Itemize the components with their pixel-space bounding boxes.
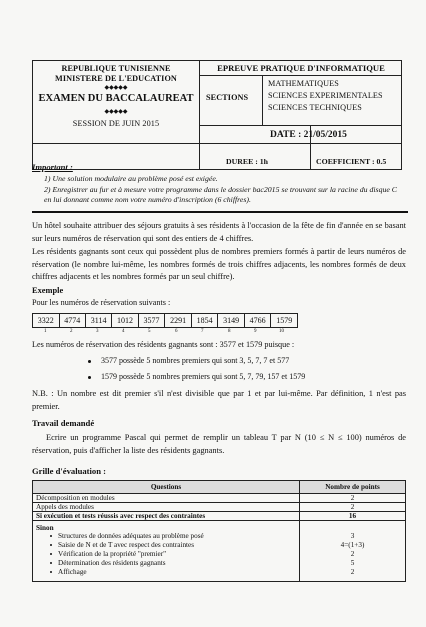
ministry: MINISTERE DE L'EDUCATION (55, 74, 177, 83)
grid-points: 16 (300, 512, 406, 521)
work-text: Ecrire un programme Pascal qui permet de remplir un tableau T par N (10 ≤ N ≤ 100) numéros de réservation, puis d'afficher la liste des résidents gagnants. (32, 433, 406, 455)
section-item: MATHEMATIQUES (268, 79, 339, 88)
section-item: SCIENCES EXPERIMENTALES (268, 91, 383, 100)
index-label: 6 (175, 329, 178, 334)
grid-header-questions: Questions (33, 481, 300, 494)
reservation-cell: 3577 (138, 314, 165, 328)
header-left-panel (32, 60, 200, 170)
grid-question: Appels des modules (33, 503, 300, 512)
paragraph-intro: Un hôtel souhaite attribuer des séjours gratuits à ses résidents à l'occasion de la fête de fin d'année en se basant sur leurs numéros de réservation qui sont des entiers de 4 chiffres. (32, 221, 406, 243)
important-item: 1) Une solution modulaire au problème posé est exigée. (44, 174, 218, 183)
header-divider (32, 143, 200, 144)
index-label: 7 (201, 329, 204, 334)
exam-date: DATE : 21/05/2015 (270, 130, 347, 140)
important-item: 2) Enregistrer au fur et à mesure votre programme dans le dossier bac2015 se trouvant sur la racine du disque C en lui donnant comme nom votre numéro d'inscription (6 chiffres). (44, 185, 397, 204)
grid-subpoints: 2 (350, 550, 355, 558)
grid-question: Décomposition en modules (33, 494, 300, 503)
grid-question: Si exécution et tests réussis avec respect des contraintes (33, 512, 300, 521)
diamonds-ornament: ◆◆◆◆◆ (104, 85, 128, 91)
diamonds-ornament-2: ◆◆◆◆◆ (104, 109, 128, 115)
header-divider (200, 75, 402, 76)
grid-subquestion: Structures de données adéquates au problème posé (50, 532, 296, 541)
grid-subpoints: 3 (350, 532, 355, 540)
coefficient: COEFFICIENT : 0.5 (316, 157, 387, 166)
sections-label: SECTIONS (206, 93, 249, 102)
grid-sinon-label: Sinon (36, 523, 54, 532)
winners-text: Les numéros de réservation des résidents gagnants sont : 3577 et 1579 puisque : (32, 340, 295, 349)
reservation-cell: 4766 (244, 314, 271, 328)
reservation-cell: 1012 (112, 314, 139, 328)
bullet-dot (88, 376, 91, 379)
grid-subquestion: Affichage (50, 568, 296, 577)
grid-points: 2 (300, 494, 406, 503)
header-divider (200, 143, 402, 144)
grid-title: Grille d'évaluation : (32, 466, 106, 476)
example-title: Exemple (32, 286, 64, 295)
example-intro: Pour les numéros de réservation suivants : (32, 298, 171, 307)
country: REPUBLIQUE TUNISIENNE (61, 64, 171, 73)
duration: DUREE : 1h (226, 157, 269, 166)
nb-note: N.B. : Un nombre est dit premier s'il n'est divisible que par 1 et par lui-même. Par définition, 1 n'est pas premier. (32, 389, 406, 411)
important-title: Important : (32, 162, 73, 172)
evaluation-grid (32, 480, 406, 582)
reservation-table (32, 313, 298, 328)
reservation-cell: 3149 (218, 314, 245, 328)
reservation-cell: 2291 (165, 314, 192, 328)
exam-title: EXAMEN DU BACCALAUREAT (38, 93, 194, 104)
grid-subpoints: 5 (350, 559, 355, 567)
index-label: 1 (44, 329, 47, 334)
grid-sinon-cell (33, 521, 300, 582)
bullet-dot (88, 360, 91, 363)
section-item: SCIENCES TECHNIQUES (268, 103, 362, 112)
index-label: 9 (254, 329, 257, 334)
reservation-cell: 1854 (191, 314, 218, 328)
grid-subquestion: Détermination des résidents gagnants (50, 559, 296, 568)
grid-subpoints-cell (300, 521, 406, 582)
index-label: 8 (228, 329, 231, 334)
header-divider (200, 125, 402, 126)
header-divider (262, 76, 263, 125)
index-label: 2 (70, 329, 73, 334)
bullet-item: 3577 possède 5 nombres premiers qui sont 3, 5, 7, 7 et 577 (88, 356, 289, 365)
test-title: EPREUVE PRATIQUE D'INFORMATIQUE (217, 63, 385, 73)
reservation-indices (32, 329, 298, 337)
grid-subquestion: Vérification de la propriété "premier" (50, 550, 296, 559)
reservation-cell: 1579 (271, 314, 298, 328)
index-label: 4 (122, 329, 125, 334)
session: SESSION DE JUIN 2015 (72, 119, 160, 128)
paragraph-rules: Les résidents gagnants sont ceux qui possèdent plus de nombres premiers formés à partir de leurs numéros de réservation (le nombre lui-même, les nombres formés de trois chiffres adjacents, les nombres formés de deux chiffres adjacents et les nombres formés par un seul chiffre). (32, 247, 406, 282)
grid-subpoints: 2 (350, 568, 355, 576)
separator-line (32, 211, 408, 213)
index-label: 3 (96, 329, 99, 334)
reservation-cell: 4774 (59, 314, 86, 328)
grid-header-points: Nombre de points (300, 481, 406, 494)
bullet-item: 1579 possède 5 nombres premiers qui sont 5, 7, 79, 157 et 1579 (88, 372, 305, 381)
reservation-cell: 3114 (86, 314, 112, 328)
grid-subpoints: 4=(1+3) (340, 541, 365, 549)
work-title: Travail demandé (32, 418, 95, 428)
grid-subquestion: Saisie de N et de T avec respect des contraintes (50, 541, 296, 550)
index-label: 10 (279, 329, 284, 334)
index-label: 5 (148, 329, 151, 334)
reservation-cell: 3322 (33, 314, 60, 328)
grid-points: 2 (300, 503, 406, 512)
